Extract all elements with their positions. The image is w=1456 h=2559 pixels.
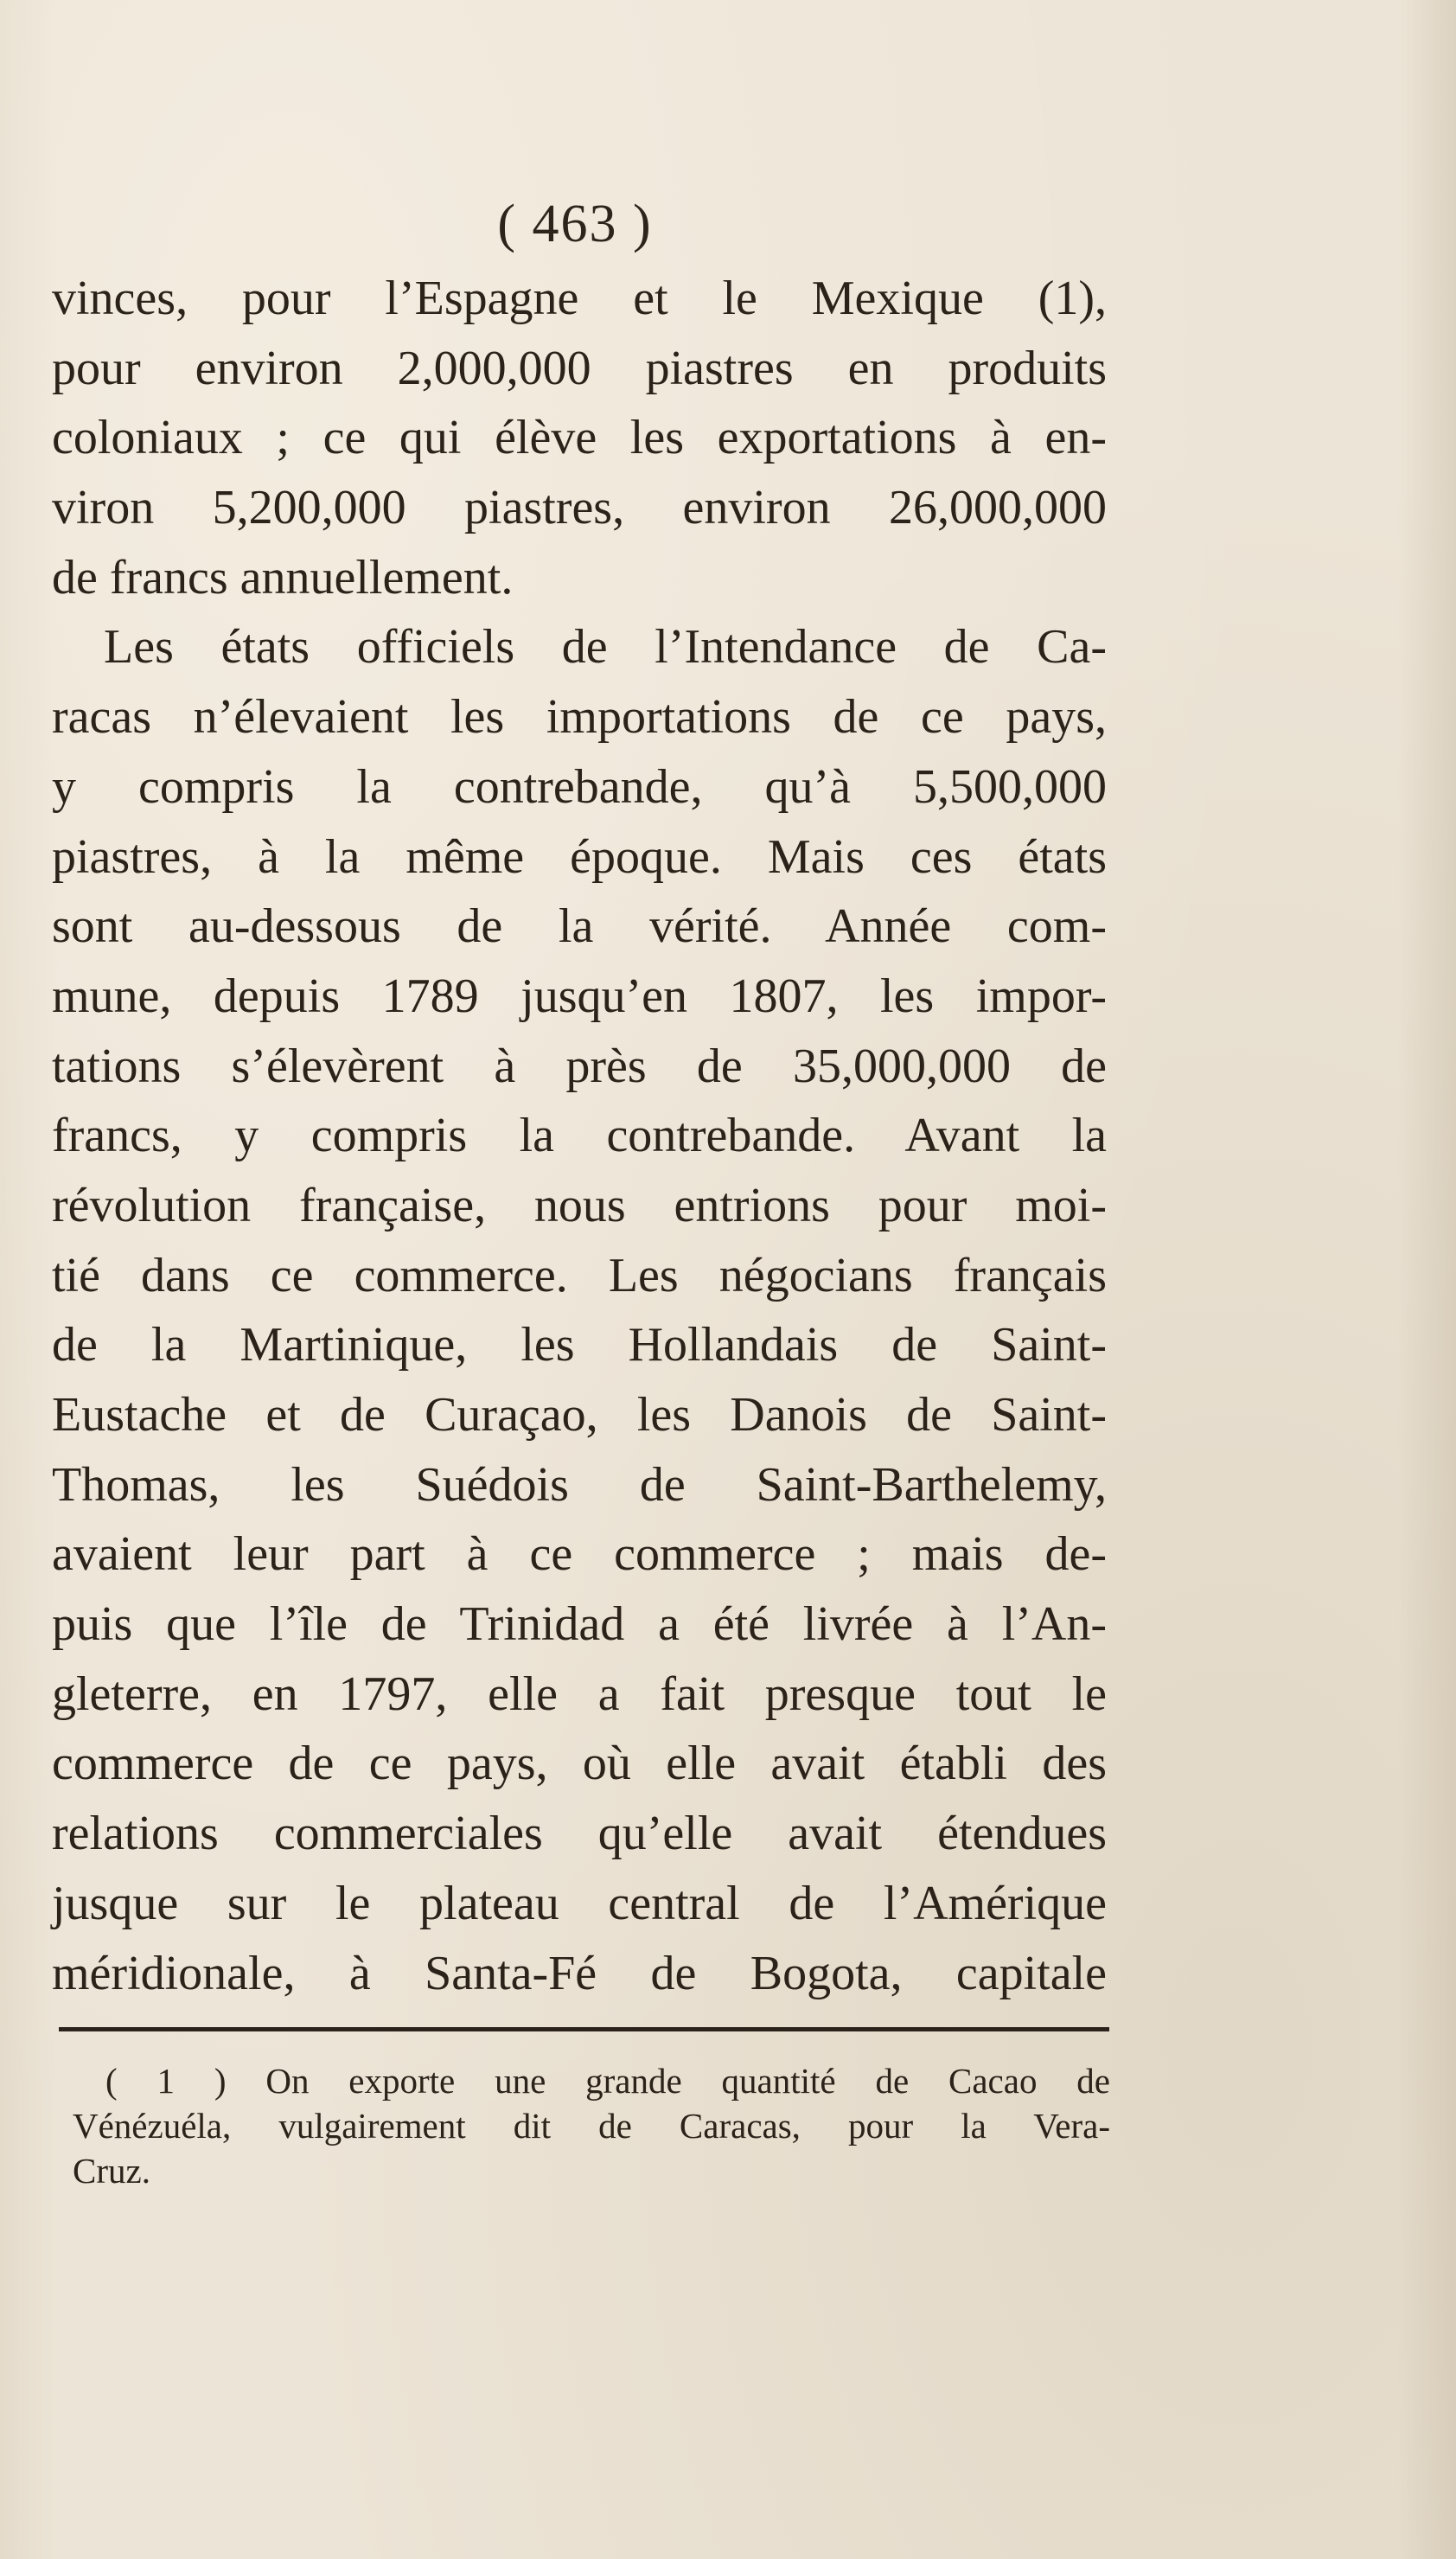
text-line: francs, y compris la contrebande. Avant la (52, 1109, 1107, 1163)
text-line: méridionale, à Santa-Fé de Bogota, capitale (52, 1946, 1107, 2000)
text-line: puis que l’île de Trinidad a été livrée à l’An- (52, 1597, 1107, 1652)
text-line: vinces, pour l’Espagne et le Mexique (1), (52, 272, 1107, 325)
text-line: jusque sur le plateau central de l’Amérique (52, 1876, 1107, 1930)
text-line: tié dans ce commerce. Les négocians français (52, 1248, 1107, 1302)
text-line: mune, depuis 1789 jusqu’en 1807, les impor- (52, 969, 1107, 1023)
footnote-line: Cruz. (73, 2151, 150, 2191)
text-line: viron 5,200,000 piastres, environ 26,000,000 (52, 481, 1107, 535)
text-line: Les états officiels de l’Intendance de Ca- (104, 620, 1107, 675)
text-line: sont au-dessous de la vérité. Année com- (52, 899, 1107, 954)
text-line: Thomas, les Suédois de Saint-Barthelemy, (52, 1457, 1107, 1512)
text-line: révolution française, nous entrions pour moi- (52, 1178, 1107, 1232)
text-line: avaient leur part à ce commerce ; mais de- (52, 1527, 1107, 1582)
text-line: racas n’élevaient les importations de ce pays, (52, 690, 1107, 745)
footnote (73, 2058, 1110, 2193)
body-text (52, 264, 1107, 2008)
text-line: commerce de ce pays, où elle avait établi des (52, 1737, 1107, 1791)
text-line: pour environ 2,000,000 piastres en produits (52, 341, 1107, 395)
text-line: tations s’élevèrent à près de 35,000,000 de (52, 1039, 1107, 1093)
text-line: piastres, à la même époque. Mais ces états (52, 829, 1107, 884)
text-line: de la Martinique, les Hollandais de Saint- (52, 1318, 1107, 1372)
text-line: y compris la contrebande, qu’à 5,500,000 (52, 759, 1107, 814)
text-line: coloniaux ; ce qui élève les exportations à en- (52, 411, 1107, 465)
footnote-line: ( 1 ) On exporte une grande quantité de Cacao de (105, 2061, 1110, 2101)
page-number: ( 463 ) (497, 195, 653, 253)
text-line: de francs annuellement. (52, 550, 514, 605)
text-line: relations commerciales qu’elle avait étendues (52, 1807, 1107, 1861)
footnote-divider (59, 2027, 1109, 2031)
text-line: Eustache et de Curaçao, les Danois de Saint- (52, 1388, 1107, 1442)
footnote-line: Vénézuéla, vulgairement dit de Caracas, pour la Vera- (73, 2106, 1110, 2146)
text-line: gleterre, en 1797, elle a fait presque tout le (52, 1667, 1107, 1721)
